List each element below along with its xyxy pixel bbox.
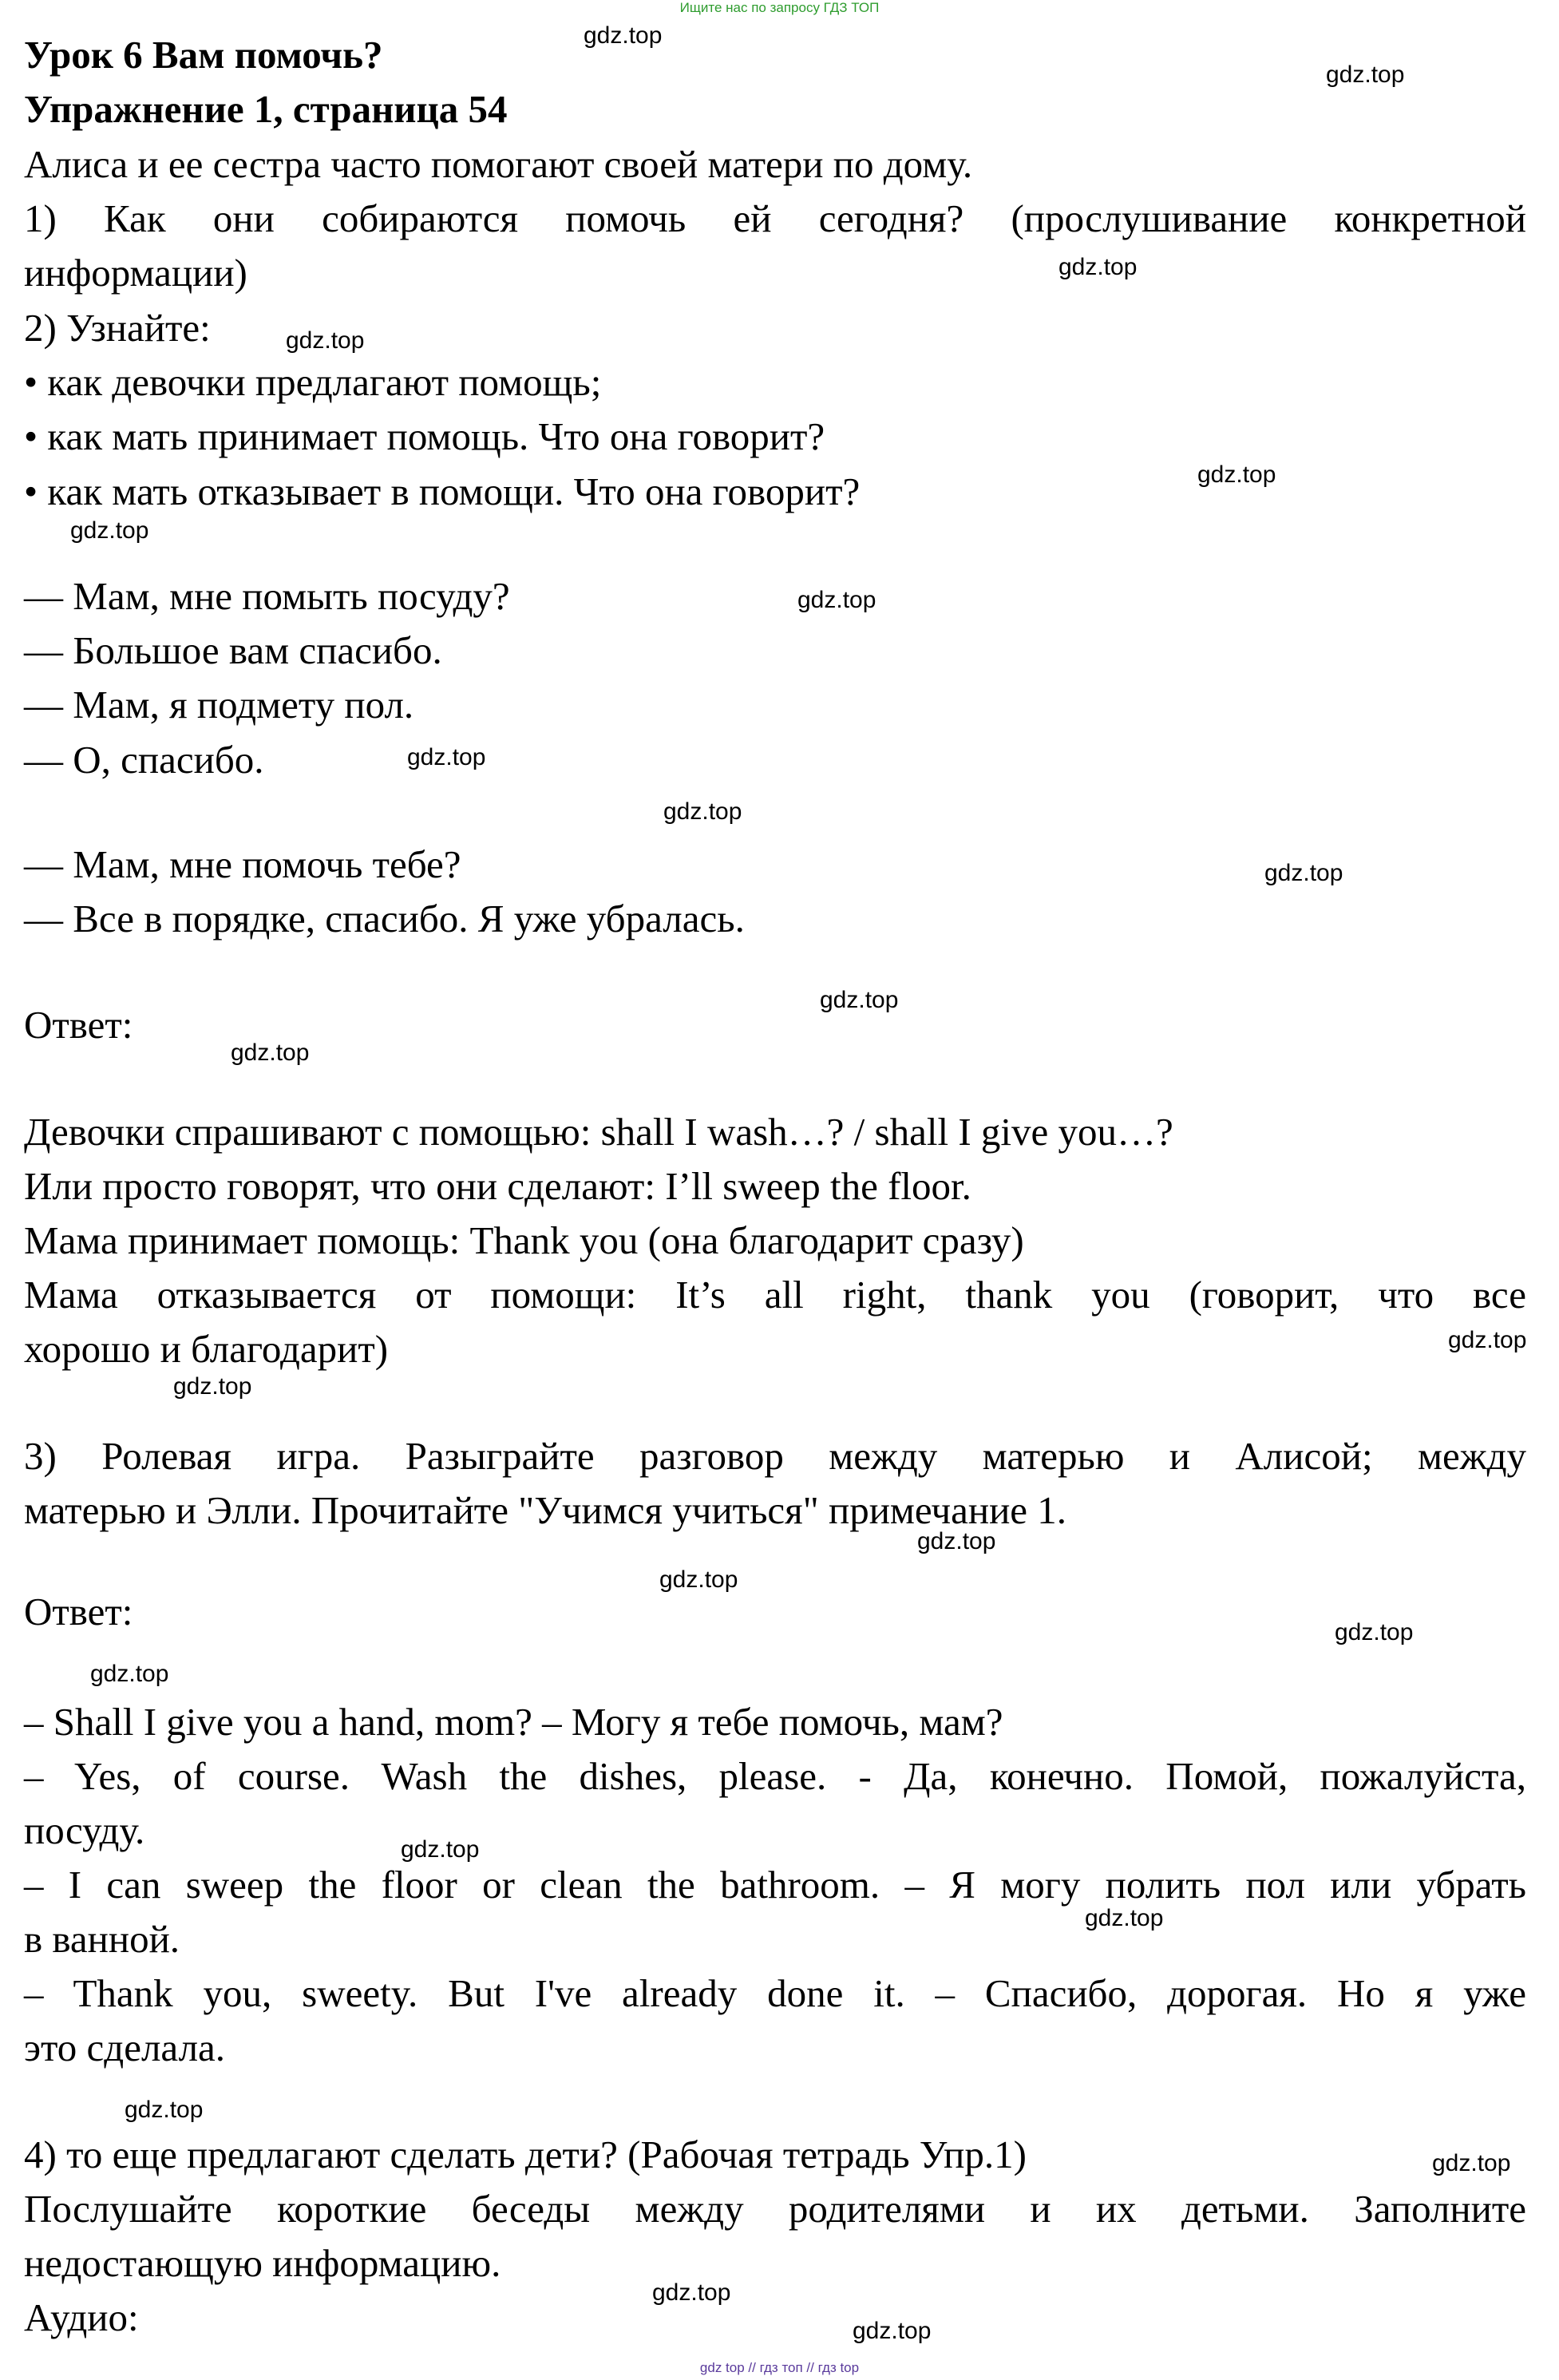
dialogue-line: — Мам, мне помочь тебе? — [24, 842, 461, 886]
task-line: 3) Ролевая игра. Разыграйте разговор между матерью и Алисой; между — [24, 1434, 1526, 1478]
text-line: 1) Как они собираются помочь ей сегодня? (прослушивание конкретной — [24, 196, 1526, 240]
answer-line: – Yes, of course. Wash the dishes, please. - Да, конечно. Помой, пожалуйста, — [24, 1754, 1526, 1798]
answer-line: посуду. — [24, 1808, 145, 1852]
watermark: gdz.top — [70, 517, 149, 544]
list-item: • как мать отказывает в помощи. Что она говорит? — [24, 469, 861, 513]
answer-line: Мама принимает помощь: Thank you (она благодарит сразу) — [24, 1218, 1024, 1262]
watermark: gdz.top — [401, 1836, 480, 1863]
answer-line: Мама отказывается от помощи: It’s all right, thank you (говорит, что все — [24, 1273, 1526, 1317]
task-line: 4) то еще предлагают сделать дети? (Рабочая тетрадь Упр.1) — [24, 2132, 1027, 2176]
watermark: gdz.top — [90, 1661, 169, 1687]
dialogue-line: — Мам, мне помыть посуду? — [24, 574, 510, 618]
watermark: gdz.top — [659, 1566, 738, 1593]
watermark: gdz.top — [917, 1528, 996, 1554]
watermark: gdz.top — [1085, 1905, 1164, 1931]
watermark: gdz.top — [125, 2097, 204, 2123]
text-line: Алиса и ее сестра часто помогают своей матери по дому. — [24, 142, 973, 186]
list-item: • как мать принимает помощь. Что она говорит? — [24, 414, 825, 458]
answer-line: – I can sweep the floor or clean the bathroom. – Я могу полить пол или убрать — [24, 1863, 1526, 1907]
watermark: gdz.top — [1264, 860, 1343, 886]
top-search-hint: Ищите нас по запросу ГДЗ ТОП — [679, 0, 880, 15]
answer-line: хорошо и благодарит) — [24, 1327, 389, 1371]
watermark: gdz.top — [797, 587, 876, 613]
task-line: матерью и Элли. Прочитайте "Учимся учиться" примечание 1. — [24, 1488, 1067, 1532]
watermark: gdz.top — [1197, 461, 1276, 488]
watermark: gdz.top — [1448, 1327, 1527, 1353]
watermark: gdz.top — [231, 1040, 310, 1066]
dialogue-line: — Большое вам спасибо. — [24, 628, 442, 672]
task-line: Послушайте короткие беседы между родителями и их детьми. Заполните — [24, 2187, 1526, 2231]
text-line: информации) — [24, 251, 247, 295]
answer-line: Девочки спрашивают с помощью: shall I wash…? / shall I give you…? — [24, 1110, 1173, 1154]
answer-line: в ванной. — [24, 1917, 180, 1961]
lesson-title: Урок 6 Вам помочь? — [24, 33, 383, 77]
answer-line: – Thank you, sweety. But I've already done it. – Спасибо, дорогая. Но я уже — [24, 1971, 1526, 2015]
answer-line: – Shall I give you a hand, mom? – Могу я тебе помочь, мам? — [24, 1700, 1003, 1744]
exercise-title: Упражнение 1, страница 54 — [24, 87, 508, 131]
watermark: gdz.top — [1058, 254, 1138, 280]
watermark: gdz.top — [1326, 61, 1405, 88]
footer-watermark: gdz top // гдз топ // гдз top — [699, 2360, 860, 2375]
dialogue-line: — Все в порядке, спасибо. Я уже убралась. — [24, 897, 745, 941]
dialogue-line: — О, спасибо. — [24, 738, 264, 782]
text-line: 2) Узнайте: — [24, 306, 211, 350]
watermark: gdz.top — [663, 798, 742, 825]
watermark: gdz.top — [1432, 2150, 1511, 2176]
watermark: gdz.top — [853, 2318, 932, 2344]
watermark: gdz.top — [584, 22, 663, 49]
answer-label: Ответ: — [24, 1590, 133, 1634]
watermark: gdz.top — [1335, 1619, 1414, 1645]
answer-line: Или просто говорят, что они сделают: I’ll sweep the floor. — [24, 1164, 971, 1208]
watermark: gdz.top — [407, 744, 486, 770]
list-item: • как девочки предлагают помощь; — [24, 360, 602, 404]
task-line: недостающую информацию. — [24, 2241, 501, 2285]
answer-line: это сделала. — [24, 2026, 226, 2069]
audio-label: Аудио: — [24, 2295, 139, 2339]
watermark: gdz.top — [286, 327, 365, 354]
answer-label: Ответ: — [24, 1003, 133, 1047]
watermark: gdz.top — [173, 1373, 252, 1400]
dialogue-line: — Мам, я подмету пол. — [24, 683, 414, 727]
watermark: gdz.top — [652, 2279, 731, 2306]
watermark: gdz.top — [820, 987, 899, 1013]
